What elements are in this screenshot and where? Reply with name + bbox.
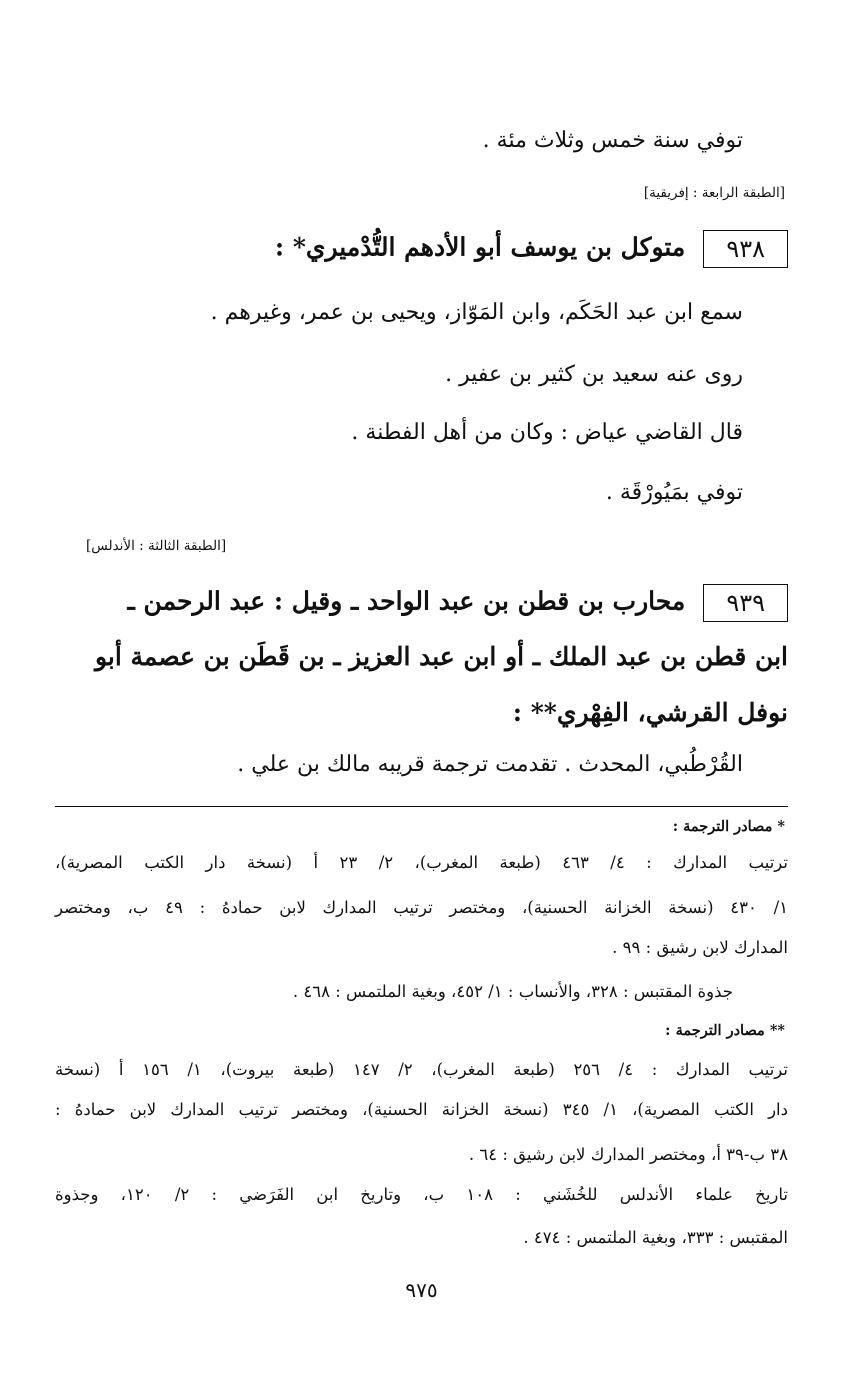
- footnote-line: ترتيب المدارك : ٤/ ٢٥٦ (طبعة المغرب)، ٢/ ١٤٧ (طبعة بيروت)، ١/ ١٥٦ أ (نسخة: [55, 1060, 789, 1079]
- entry-body-line: روى عنه سعيد بن كثير بن عفير .: [445, 362, 743, 387]
- entry-heading-line: نوفل القرشي، الفِهْري** :: [512, 698, 788, 727]
- entry-number: ٩٣٩: [703, 584, 788, 622]
- entry-name: محارب بن قطن بن عبد الواحد ـ وقيل : عبد الرحمن ـ: [127, 586, 686, 616]
- footnote-heading: ** مصادر الترجمة :: [665, 1022, 785, 1039]
- footnote-heading: * مصادر الترجمة :: [672, 818, 785, 835]
- footnote-line: ٣٨ ب-٣٩ أ، ومختصر المدارك لابن رشيق : ٦٤ .: [468, 1145, 788, 1164]
- tabaqa-label: [الطبقة الثالثة : الأندلس]: [86, 538, 227, 554]
- footnote-rule: [55, 806, 788, 807]
- footnote-line: دار الكتب المصرية)، ١/ ٣٤٥ (نسخة الخزانة الحسنية)، ومختصر ترتيب المدارك لابن حمادهُ :: [55, 1100, 788, 1119]
- page-number: ٩٧٥: [405, 1278, 438, 1302]
- footnote-line: ترتيب المدارك : ٤/ ٤٦٣ (طبعة المغرب)، ٢/ ٢٣ أ (نسخة دار الكتب المصرية)،: [55, 853, 788, 872]
- footnote-line: المدارك لابن رشيق : ٩٩ .: [612, 938, 788, 957]
- entry-body-line: سمع ابن عبد الحَكَم، وابن المَوّاز، ويحيى بن عمر، وغيرهم .: [210, 300, 743, 325]
- entry-heading: [275, 230, 788, 268]
- entry-body-line: توفي بمَيُورْقَة .: [605, 480, 743, 505]
- tabaqa-label: [الطبقة الرابعة : إفريقية]: [643, 185, 785, 201]
- entry-body-line: قال القاضي عياض : وكان من أهل الفطنة .: [351, 420, 743, 445]
- footnote-line: المقتبس : ٣٣٣، وبغية الملتمس : ٤٧٤ .: [523, 1228, 788, 1247]
- footnote-line: ١/ ٤٣٠ (نسخة الخزانة الحسنية)، ومختصر ترتيب المدارك لابن حمادهُ : ٤٩ ب، ومختصر: [55, 898, 788, 917]
- footnote-line: جذوة المقتبس : ٣٢٨، والأنساب : ١/ ٤٥٢، وبغية الملتمس : ٤٦٨ .: [292, 982, 733, 1001]
- entry-number: ٩٣٨: [703, 230, 788, 268]
- entry-name: متوكل بن يوسف أبو الأدهم التُّدْميري* :: [274, 232, 686, 262]
- entry-body-line: القُرْطُبي، المحدث . تقدمت ترجمة قريبه مالك بن علي .: [237, 752, 743, 777]
- entry-heading: [128, 584, 788, 622]
- continuation-line: توفي سنة خمس وثلاث مئة .: [482, 128, 743, 153]
- entry-heading-line: ابن قطن بن عبد الملك ـ أو ابن عبد العزيز ـ بن قَطَن بن عصمة أبو: [94, 642, 788, 671]
- footnote-line: تاريخ علماء الأندلس للخُشَني : ١٠٨ ب، وتاريخ ابن الفَرَضي : ٢/ ١٢٠، وجذوة: [55, 1185, 789, 1204]
